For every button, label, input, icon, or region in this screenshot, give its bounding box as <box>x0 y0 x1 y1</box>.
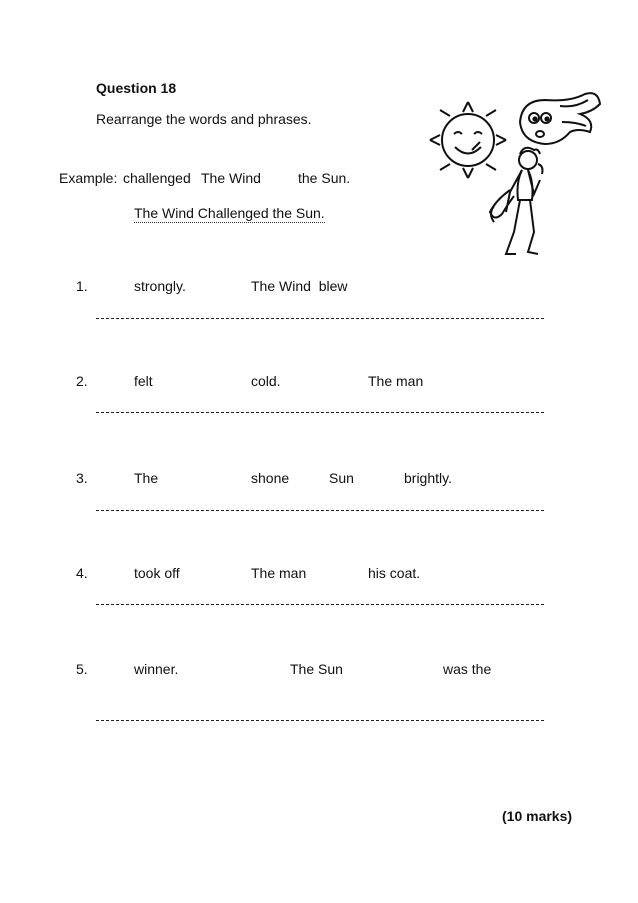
example-word-1: challenged <box>123 170 191 186</box>
item-5-word-2: The Sun <box>290 661 343 677</box>
item-1-word-2: The Wind blew <box>251 278 348 294</box>
item-2-word-1: felt <box>134 373 153 389</box>
item-2-word-2: cold. <box>251 373 281 389</box>
item-3-word-1: The <box>134 470 159 486</box>
item-5-word-3: was the <box>443 661 492 677</box>
item-2-answer-line[interactable] <box>96 412 544 413</box>
item-4-word-2: The man <box>251 565 307 581</box>
sun-face-icon <box>430 102 506 178</box>
question-instruction: Rearrange the words and phrases. <box>96 111 312 127</box>
question-title: Question 18 <box>96 80 177 96</box>
item-2-word-3: The man <box>368 373 424 389</box>
example-answer: The Wind Challenged the Sun. <box>134 205 325 221</box>
item-4-word-3: his coat. <box>368 565 421 581</box>
item-5-answer-line[interactable] <box>96 720 544 721</box>
item-1-word-1: strongly. <box>134 278 186 294</box>
item-1-answer-line[interactable] <box>96 318 544 319</box>
illustration <box>410 82 605 262</box>
item-4-word-1: took off <box>134 565 180 581</box>
item-3-word-3: Sun <box>329 470 354 486</box>
item-5-word-1: winner. <box>134 661 179 677</box>
wind-face-icon <box>520 93 600 144</box>
item-5-number: 5. <box>76 661 88 677</box>
item-4-number: 4. <box>76 565 88 581</box>
item-1-number: 1. <box>76 278 88 294</box>
item-3-answer-line[interactable] <box>96 510 544 511</box>
item-3-number: 3. <box>76 470 88 486</box>
item-3-word-2: shone <box>251 470 290 486</box>
total-marks: (10 marks) <box>502 808 573 824</box>
item-2-number: 2. <box>76 373 88 389</box>
example-label: Example: <box>59 170 118 186</box>
man-with-coat-icon <box>490 148 543 254</box>
item-4-answer-line[interactable] <box>96 604 544 605</box>
example-word-3: the Sun. <box>298 170 351 186</box>
example-word-2: The Wind <box>201 170 261 186</box>
item-3-word-4: brightly. <box>404 470 452 486</box>
